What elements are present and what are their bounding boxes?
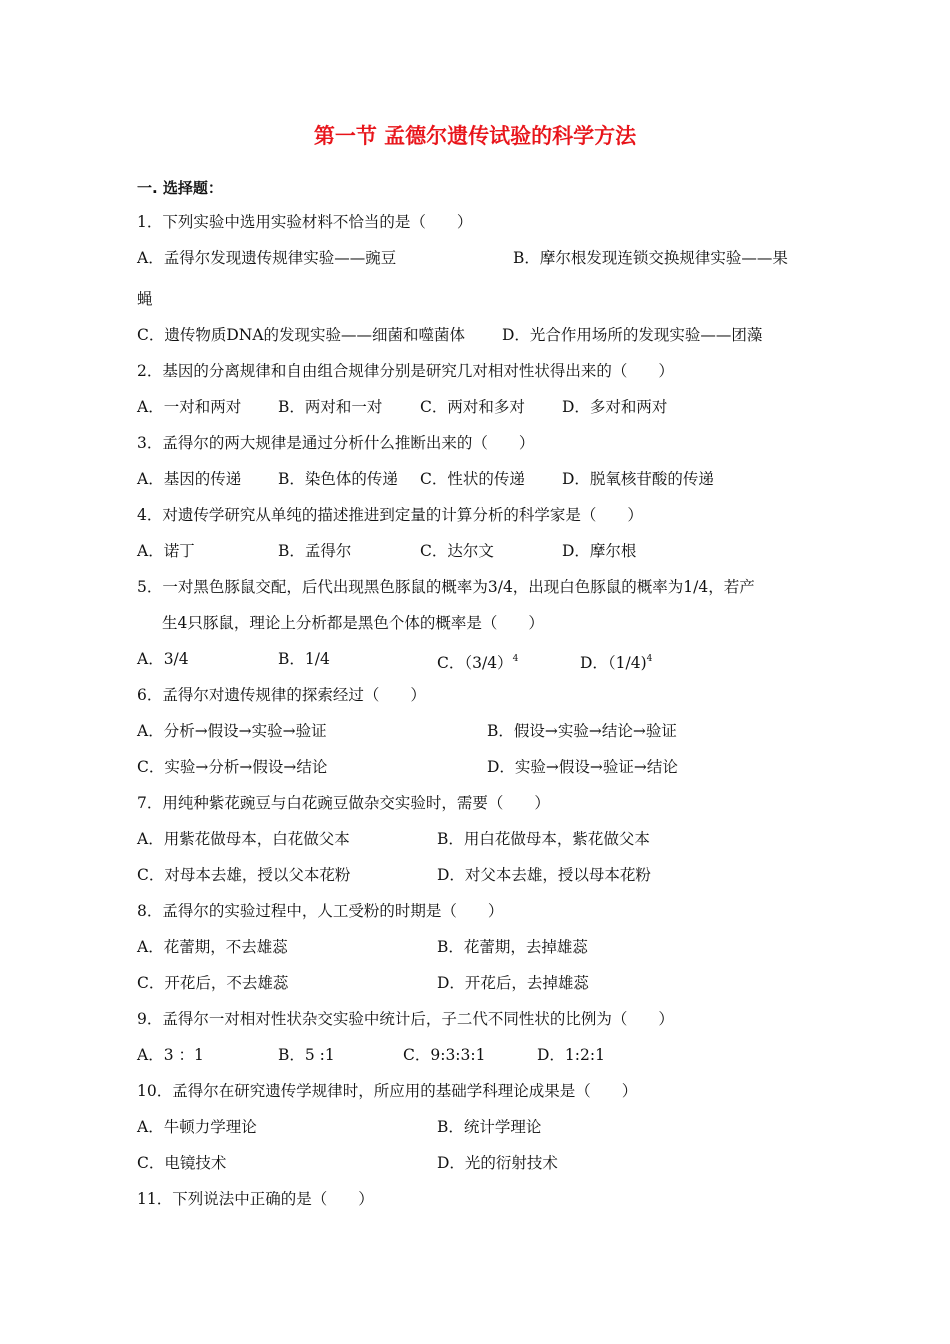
question-6-stem: 6．孟得尔对遗传规律的探索经过（ ） <box>137 686 426 704</box>
question-11-stem: 11．下列说法中正确的是（ ） <box>137 1190 374 1208</box>
question-8-option-a: A．花蕾期，不去雄蕊 <box>137 938 288 956</box>
question-4-option-b: B．孟得尔 <box>278 542 352 560</box>
question-8-stem: 8．孟得尔的实验过程中，人工受粉的时期是（ ） <box>137 902 504 920</box>
question-5-stem: 5．一对黑色豚鼠交配，后代出现黑色豚鼠的概率为3/4，出现白色豚鼠的概率为1/4，若产 <box>137 578 755 596</box>
question-5-option-c <box>437 649 518 673</box>
question-6-option-d: D．实验→假设→验证→结论 <box>487 758 678 776</box>
question-3-option-d: D．脱氧核苷酸的传递 <box>562 470 714 488</box>
page-title: 第一节 孟德尔遗传试验的科学方法 <box>313 124 637 148</box>
question-10-option-d: D．光的衍射技术 <box>437 1154 558 1172</box>
question-4-stem: 4．对遗传学研究从单纯的描述推进到定量的计算分析的科学家是（ ） <box>137 506 643 524</box>
section-heading: 一. 选择题： <box>137 179 223 197</box>
question-4-option-d: D．摩尔根 <box>562 542 637 560</box>
question-9-option-c: C．9:3:3:1 <box>403 1046 486 1064</box>
question-7-option-a: A．用紫花做母本，白花做父本 <box>137 830 350 848</box>
question-10-stem: 10．孟得尔在研究遗传学规律时，所应用的基础学科理论成果是（ ） <box>137 1082 638 1100</box>
question-1-option-b-continued: 蝇 <box>137 290 153 308</box>
question-1-option-c: C．遗传物质DNA的发现实验——细菌和噬菌体 <box>137 326 466 344</box>
question-2-stem: 2．基因的分离规律和自由组合规律分别是研究几对相对性状得出来的（ ） <box>137 362 674 380</box>
question-3-stem: 3．孟得尔的两大规律是通过分析什么推断出来的（ ） <box>137 434 535 452</box>
question-6-option-b: B．假设→实验→结论→验证 <box>487 722 677 740</box>
question-6-option-c: C．实验→分析→假设→结论 <box>137 758 328 776</box>
question-2-option-c: C．两对和多对 <box>420 398 525 416</box>
question-5-option-a: A．3/4 <box>137 650 189 668</box>
question-7-option-d: D．对父本去雄，授以母本花粉 <box>437 866 651 884</box>
question-10-option-c: C．电镜技术 <box>137 1154 227 1172</box>
question-7-option-b: B．用白花做母本，紫花做父本 <box>437 830 650 848</box>
question-9-stem: 9．孟得尔一对相对性状杂交实验中统计后，子二代不同性状的比例为（ ） <box>137 1010 674 1028</box>
question-2-option-b: B．两对和一对 <box>278 398 383 416</box>
question-10-option-b: B．统计学理论 <box>437 1118 542 1136</box>
question-10-option-a: A．牛顿力学理论 <box>137 1118 257 1136</box>
question-5-option-b: B．1/4 <box>278 650 330 668</box>
question-3-option-c: C．性状的传递 <box>420 470 525 488</box>
question-3-option-b: B．染色体的传递 <box>278 470 398 488</box>
question-5-option-d <box>580 649 652 673</box>
question-5-option-d-exponent: 4 <box>646 654 653 664</box>
question-4-option-c: C．达尔文 <box>420 542 494 560</box>
question-5-stem-continued: 生4只豚鼠，理论上分析都是黑色个体的概率是（ ） <box>162 614 544 632</box>
question-1-option-a: A．孟得尔发现遗传规律实验——豌豆 <box>137 249 397 267</box>
question-3-option-a: A．基因的传递 <box>137 470 242 488</box>
question-1-option-b: B．摩尔根发现连锁交换规律实验——果 <box>513 249 788 267</box>
question-1-option-d: D．光合作用场所的发现实验——团藻 <box>502 326 763 344</box>
question-8-option-d: D．开花后，去掉雄蕊 <box>437 974 589 992</box>
question-8-option-c: C．开花后，不去雄蕊 <box>137 974 289 992</box>
question-4-option-a: A．诺丁 <box>137 542 195 560</box>
question-6-option-a: A．分析→假设→实验→验证 <box>137 722 327 740</box>
question-2-option-d: D．多对和两对 <box>562 398 668 416</box>
question-1-stem: 1．下列实验中选用实验材料不恰当的是（ ） <box>137 213 473 231</box>
question-9-option-b: B．5 :1 <box>278 1046 335 1064</box>
question-5-option-c-exponent: 4 <box>512 654 519 664</box>
question-9-option-a: A．3 ：1 <box>137 1046 204 1064</box>
question-9-option-d: D．1:2:1 <box>537 1046 605 1064</box>
question-8-option-b: B．花蕾期，去掉雄蕊 <box>437 938 588 956</box>
question-5-option-c-text: C．（3/4） <box>437 654 513 672</box>
question-2-option-a: A．一对和两对 <box>137 398 242 416</box>
question-7-option-c: C．对母本去雄，授以父本花粉 <box>137 866 351 884</box>
question-7-stem: 7．用纯种紫花豌豆与白花豌豆做杂交实验时，需要（ ） <box>137 794 550 812</box>
question-5-option-d-text: D．（1/4) <box>580 654 647 672</box>
